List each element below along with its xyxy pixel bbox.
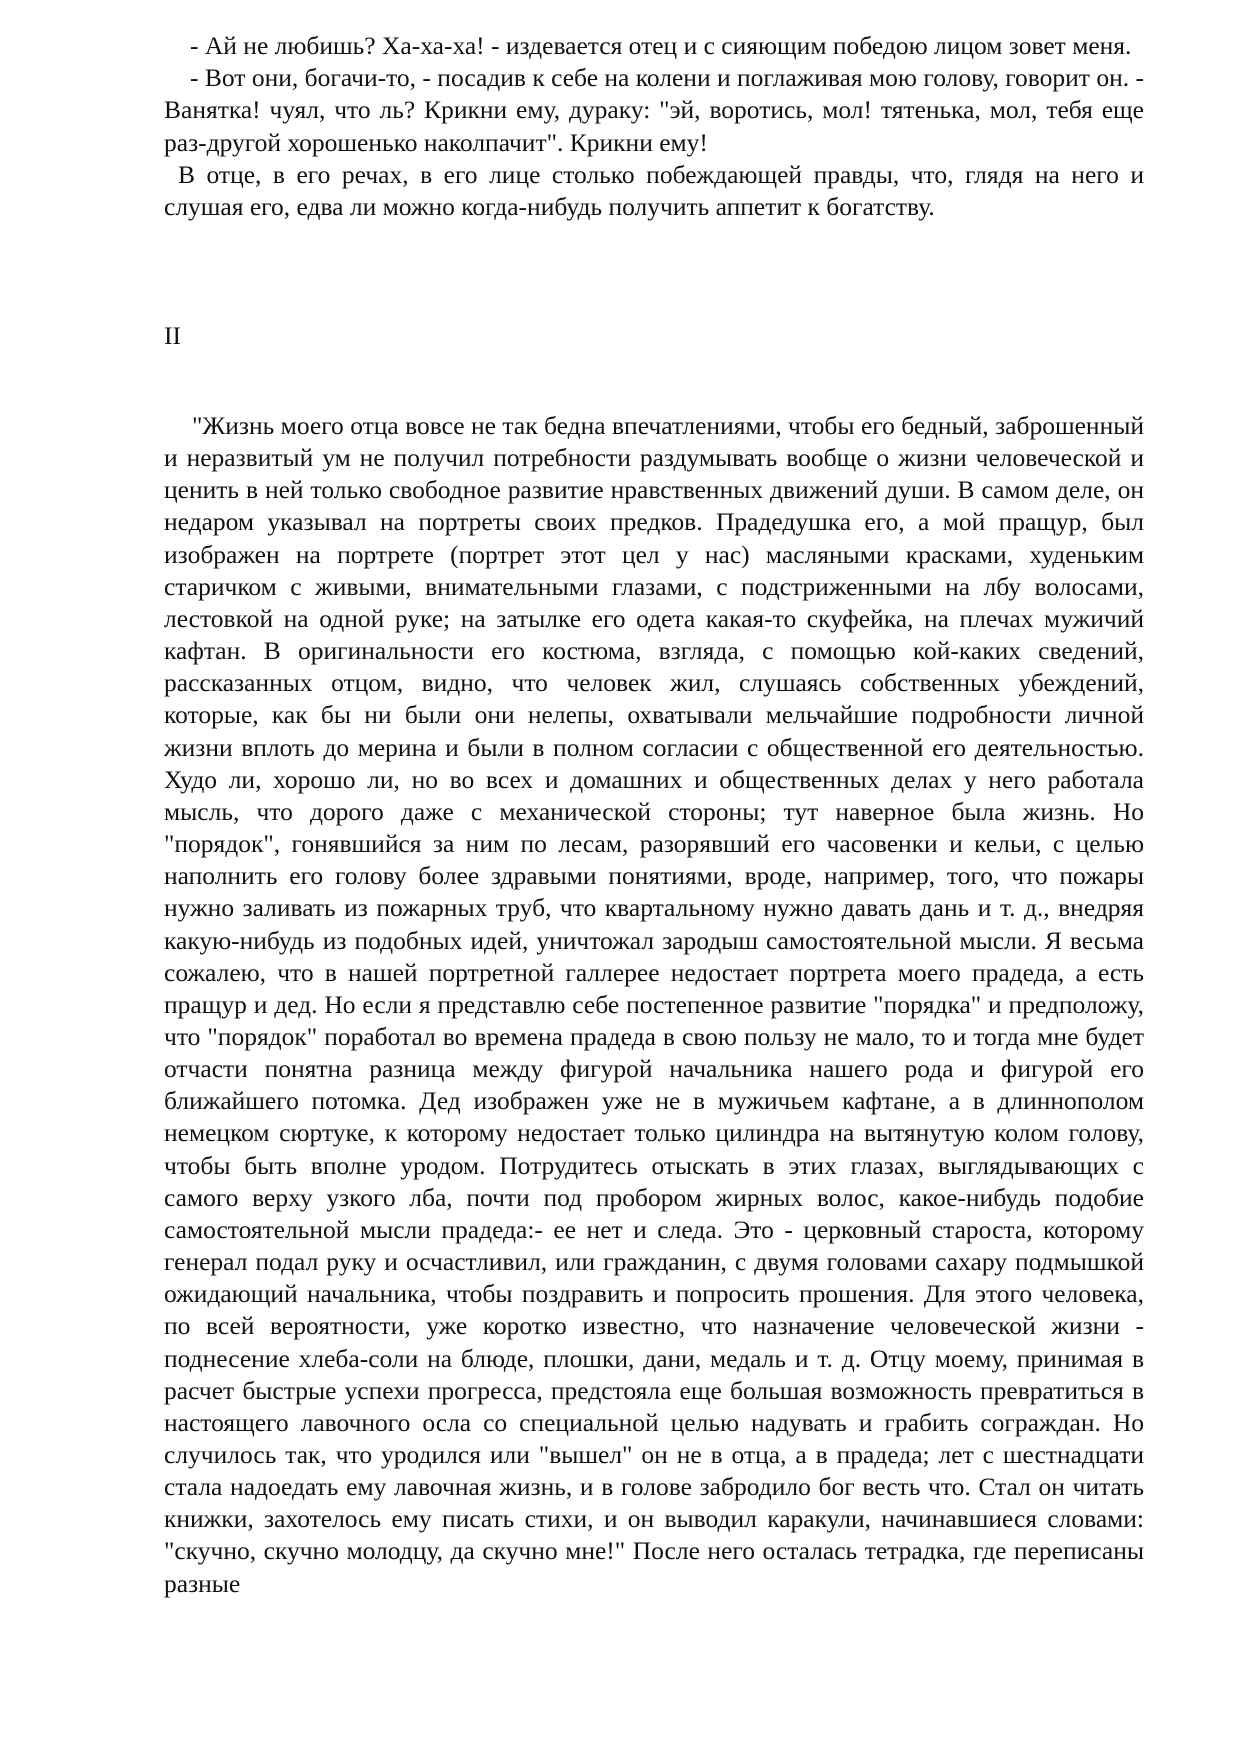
main-paragraph: "Жизнь моего отца вовсе не так бедна впечатлениями, чтобы его бедный, заброшенный и неразвитый ум не получил потребности раздумывать вообще о жизни человеческой и ценить в ней только свободное развитие нравственных движений души. В самом деле, он недаром указывал на портреты своих предков. Прадедушка его, а мой пращур, был изображен на портрете (портрет этот цел у нас) масляными красками, худеньким старичком с живыми, внимательными глазами, с подстриженными на лбу волосами, лестовкой на одной руке; на затылке его одета какая-то скуфейка, на плечах мужичий кафтан. В оригинальности его костюма, взгляда, с помощью кой-каких сведений, рассказанных отцом, видно, что человек жил, слушаясь собственных убеждений, которые, как бы ни были они нелепы, охватывали мельчайшие подробности личной жизни вплоть до мерина и были в полном согласии с общественной его деятельностью. Худо ли, хорошо ли, но во всех и домашних и общественных делах у него работала мысль, что дорого даже с механической стороны; тут наверное была жизнь. Но "порядок", гонявшийся за ним по лесам, разорявший его часовенки и кельи, с целью наполнить его голову более здравыми понятиями, вроде, например, того, что пожары нужно заливать из пожарных труб, что квартальному нужно давать дань и т. д., внедряя какую-нибудь из подобных идей, уничтожал зародыш самостоятельной мысли. Я весьма сожалею, что в нашей портретной галлерее недостает портрета моего прадеда, а есть пращур и дед. Но если я представлю себе постепенное развитие "порядка" и предположу, что "порядок" поработал во времена прадеда в свою пользу не мало, то и тогда мне будет отчасти понятна разница между фигурой начальника нашего рода и фигурой его ближайшего потомка. Дед изображен уже не в мужичьем кафтане, а в длиннополом немецком сюртуке, к которому недостает только цилиндра на вытянутую колом голову, чтобы быть вполне уродом. Потрудитесь отыскать в этих глазах, выглядывающих с самого верху узкого лба, почти под пробором жирных волос, какое-нибудь подобие самостоятельной мысли прадеда:- ее нет и следа. Это - церковный староста, которому генерал подал руку и осчастливил, или гражданин, с двумя головами сахару подмышкой ожидающий начальника, чтобы поздравить и попросить прошения. Для этого человека, по всей вероятности, уже коротко известно, что назначение человеческой жизни - поднесение хлеба-соли на блюде, плошки, дани, медаль и т. д. Отцу моему, принимая в расчет быстрые успехи прогресса, предстояла еще большая возможность превратиться в настоящего лавочного осла со специальной целью надувать и грабить сограждан. Но случилось так, что уродился или "вышел" он не в отца, а в прадеда; лет с шестнадцати стала надоедать ему лавочная жизнь, и в голове забродило бог весть что. Стал он читать книжки, захотелось ему писать стихи, и он выводил каракули, начинавшиеся словами: "скучно, скучно молодцу, да скучно мне!" После него осталась тетрадка, где переписаны разные — [164, 411, 1144, 1598]
dialog-paragraph-2: - Вот они, богачи-то, - посадив к себе на колени и поглаживая мою голову, говорит он. - Ванятка! чуял, что ль? Крикни ему, дураку: "эй, воротись, мол! тятенька, мол, тебя еще раз-другой хорошенько наколпачит". Крикни ему! — [164, 63, 1144, 157]
section-heading: II — [164, 321, 181, 350]
dialog-paragraph-1: - Ай не любишь? Ха-ха-ха! - издевается отец и с сияющим победою лицом зовет меня. — [190, 31, 1132, 60]
intro-text-block — [164, 30, 1144, 223]
narration-paragraph: В отце, в его речах, в его лице столько побеждающей правды, что, глядя на него и слушая его, едва ли можно когда-нибудь получить аппетит к богатству. — [164, 159, 1144, 222]
main-text-block — [164, 410, 1144, 1600]
